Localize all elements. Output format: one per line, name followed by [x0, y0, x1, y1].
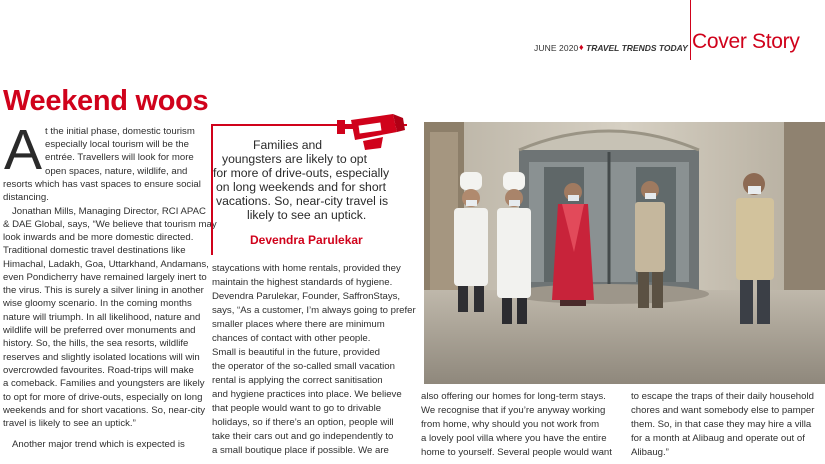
text-line: Devendra Parulekar, Founder, SaffronStays, — [212, 291, 401, 302]
text-line: nature will triumph. In all likelihood, nature and — [3, 312, 201, 323]
issue-date: JUNE 2020 — [534, 43, 579, 53]
text-line: history. So, the hills, the sea resorts, wildlife — [3, 338, 189, 349]
text-line: smaller places where there are minimum — [212, 319, 385, 330]
article-column-1 — [0, 0, 217, 464]
article-column-3 — [421, 0, 621, 464]
text-line: overcrowded favourites. Road-trips will make — [3, 365, 194, 376]
text-line: maintain the highest standards of hygiene. — [212, 277, 393, 288]
section-title: Cover Story — [692, 30, 800, 53]
quote-line: likely to see an uptick. — [247, 208, 367, 222]
text-line: chores and want somebody else to pamper — [631, 405, 815, 416]
text-line: Small is beautiful in the future, provided — [212, 347, 380, 358]
text-line: to escape the traps of their daily household — [631, 391, 814, 402]
text-line: entrée. Travellers will look for more — [45, 152, 194, 163]
text-line: from home, why should you not work from — [421, 419, 600, 430]
pull-quote-author: Devendra Parulekar — [250, 233, 363, 247]
text-line: look inwards and be more domestic directed. — [3, 232, 194, 243]
text-line: Himachal, Ladakh, Goa, Uttarkhand, Andamans, — [3, 259, 209, 270]
text-line: a small boutique place if possible. We are — [212, 445, 389, 456]
text-line: them. So, in that case they may hire a villa — [631, 419, 812, 430]
text-line: Alibaug.” — [631, 447, 669, 458]
article-headline: Weekend woos — [3, 85, 209, 117]
text-line: We recognise that if you’re anyway working — [421, 405, 606, 416]
diamond-icon: ♦ — [579, 42, 584, 52]
text-line: & DAE Global, says, “We believe that tourism may — [3, 219, 217, 230]
text-line: t the initial phase, domestic tourism — [45, 126, 195, 137]
text-line: Another major trend which is expected is — [12, 439, 185, 450]
text-line: wildlife will be preferred over monuments and — [3, 325, 196, 336]
quote-line: on long weekends and for short — [216, 180, 387, 194]
text-line: home to yourself. Several people would want — [421, 447, 612, 458]
text-line: open spaces, nature, wildlife, and — [45, 166, 188, 177]
drop-cap: A — [4, 118, 43, 182]
text-line: Jonathan Mills, Managing Director, RCI APAC — [12, 206, 206, 217]
quote-line: youngsters are likely to opt — [222, 152, 367, 166]
text-line: to opt for more of drive-outs, especially on long — [3, 392, 203, 403]
text-line: wise gloomy scenario. In the coming months — [3, 298, 192, 309]
text-line: especially local tourism will be the — [45, 139, 189, 150]
text-line: that people would want to go to drivable — [212, 403, 382, 414]
text-line: rental is applying the correct sanitisation — [212, 375, 383, 386]
text-line: the operator of the so-called small vacation — [212, 361, 395, 372]
quote-line: for more of drive-outs, especially — [213, 166, 390, 180]
text-line: a comeback. Families and youngsters are likely — [3, 378, 205, 389]
text-line: the virus. This is surely a silver lining in another — [3, 285, 204, 296]
text-line: resorts which has vast spaces to ensure social — [3, 179, 201, 190]
text-line: for a month at Alibaug and operate out of — [631, 433, 805, 444]
text-line: chances of contact with other people. — [212, 333, 371, 344]
text-line: also offering our homes for long-term stays. — [421, 391, 606, 402]
quote-line: vacations. So, near-city travel is — [216, 194, 389, 208]
text-line: says, “As a customer, I’m always going to prefer — [212, 305, 416, 316]
text-line: staycations with home rentals, provided they — [212, 263, 401, 274]
text-line: and hygiene practices into place. We believe — [212, 389, 402, 400]
text-line: holidays, so if there’s an option, people will — [212, 417, 394, 428]
text-line: reserves and slightly isolated locations will win — [3, 352, 200, 363]
text-line: take their cars out and go independently to — [212, 431, 394, 442]
text-line: distancing. — [3, 192, 49, 203]
text-line: Traditional domestic travel destinations like — [3, 245, 186, 256]
article-column-4 — [631, 0, 825, 464]
text-line: even Pondicherry have remained largely inert to — [3, 272, 207, 283]
text-line: a lovely pool villa where you have the entire — [421, 433, 607, 444]
quote-line: Families and — [253, 138, 323, 152]
text-line: weekends and for short vacations. So, near-city — [3, 405, 206, 416]
article-column-2 — [212, 0, 418, 464]
text-line: travel is likely to see an uptick.” — [3, 418, 136, 429]
magazine-brand: TRAVEL TRENDS TODAY — [586, 43, 688, 53]
